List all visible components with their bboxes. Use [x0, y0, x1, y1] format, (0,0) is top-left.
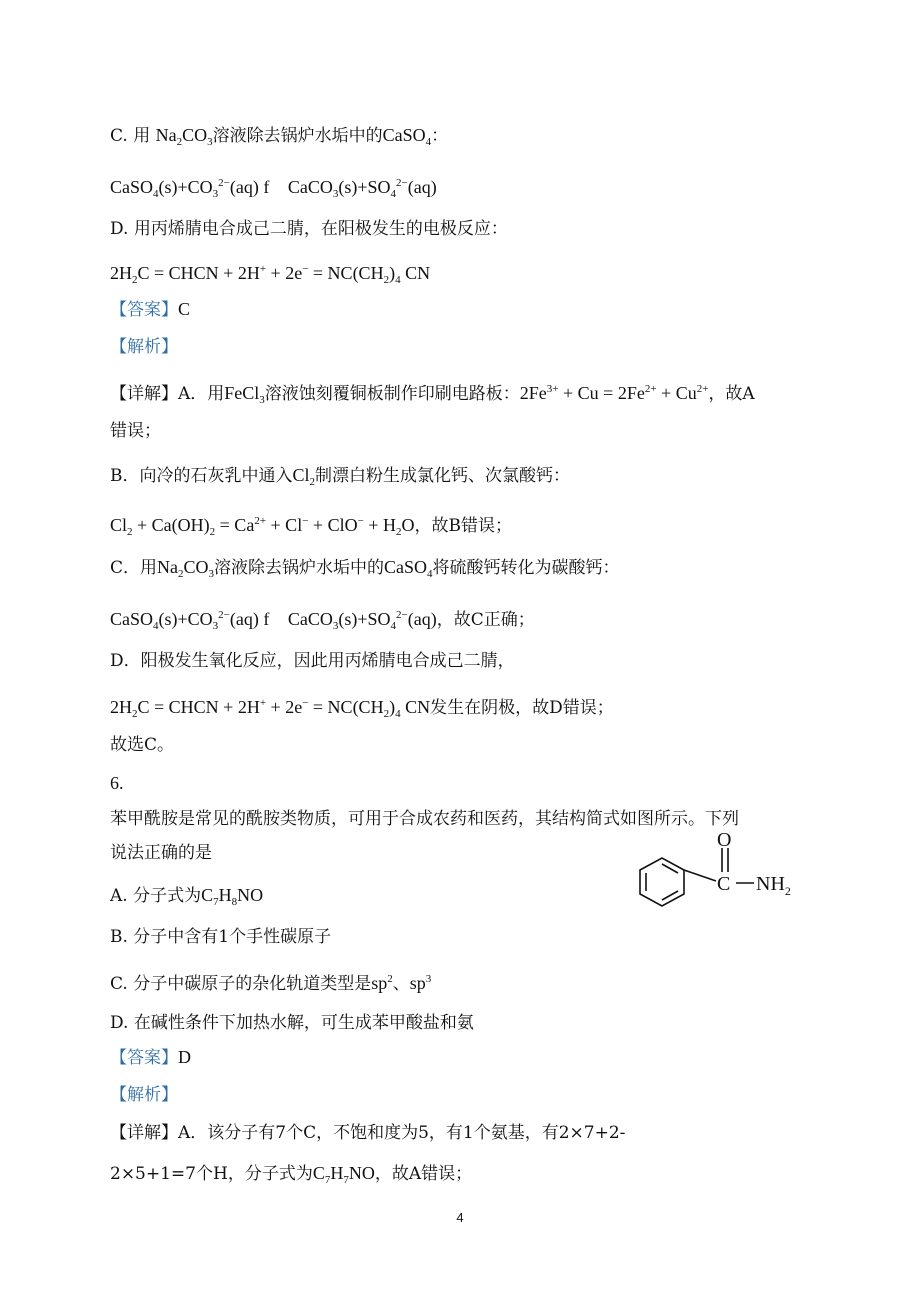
equation-c: $CaSO_4(s)+CO_3^{2-}(aq)$ f $CaCO_3(s)+SO_4^{2-}(aq)$ [110, 177, 437, 200]
explanation-line-2: 2×5+1=7个H，分子式为$C_7H_7NO$，故A错误； [110, 1163, 473, 1186]
option-a: A. 分子式为$C_7H_8NO$ [110, 885, 264, 908]
option-c-line: C. 用 $Na_2CO_3$溶液除去锅炉水垢中的CaSO$_4$： [110, 125, 449, 148]
amine-label: $NH_2$ [756, 873, 791, 898]
analysis-label-2: 【解析】 [110, 1085, 178, 1105]
detail-c-line: C．用$Na_2CO_3$溶液除去锅炉水垢中的CaSO$_4$将硫酸钙转化为碳酸钙： [110, 557, 620, 580]
analysis-label: 【解析】 [110, 337, 178, 357]
option-b: B. 分子中含有1个手性碳原子 [110, 927, 332, 947]
page-number: 4 [456, 1210, 464, 1225]
question-number: 6. [110, 773, 124, 793]
detail-d-equation: $2H_2C$ = CHCN + $2H^+ + 2e^- = NC(CH_2)_4$ CN发生在阴极，故D错误； [110, 697, 614, 720]
detail-a-line: 【详解】A．用FeCl$_3$溶液蚀刻覆铜板制作印刷电路板：$2Fe^{3+} + Cu = 2Fe^{2+} + Cu^{2+}$，故A [110, 383, 755, 406]
carbon-label: C [717, 873, 731, 895]
detail-a-cont: 错误； [110, 421, 161, 441]
oxygen-label: O [717, 829, 732, 851]
detail-c-equation: $CaSO_4(s)+CO_3^{2-}(aq)$ f $CaCO_3(s)+SO_4^{2-}(aq)$，故C正确； [110, 609, 535, 632]
option-c: C. 分子中碳原子的杂化轨道类型是$sp^2$、$sp^3$ [110, 973, 432, 994]
detail-b-line: B．向冷的石灰乳中通入$Cl_2$制漂白粉生成氯化钙、次氯酸钙： [110, 465, 571, 488]
explanation-line-1: 【详解】A．该分子有7个C，不饱和度为5，有1个氨基，有2×7+2- [110, 1123, 626, 1143]
answer-line: 【答案】C [110, 299, 191, 320]
conclusion: 故选C。 [110, 735, 175, 755]
question-stem-cont: 说法正确的是 [110, 843, 212, 863]
equation-d: $2H_2C$ = CHCN + $2H^+ + 2e^- = NC(CH_2)_4$ CN [110, 263, 431, 286]
detail-d-line: D．阳极发生氧化反应，因此用丙烯腈电合成己二腈， [110, 651, 515, 671]
answer-line-2: 【答案】D [110, 1047, 191, 1068]
benzamide-structure [620, 828, 820, 938]
option-d-line: D. 用丙烯腈电合成己二腈，在阳极发生的电极反应： [110, 219, 508, 239]
option-d: D. 在碱性条件下加热水解，可生成苯甲酸盐和氨 [110, 1013, 474, 1033]
question-stem: 苯甲酰胺是常见的酰胺类物质，可用于合成农药和医药，其结构简式如图所示。下列 [110, 809, 739, 829]
detail-b-equation: $Cl_2 + Ca(OH)_2 = Ca^{2+} + Cl^- + ClO^- + H_2O$，故B错误； [110, 515, 512, 538]
